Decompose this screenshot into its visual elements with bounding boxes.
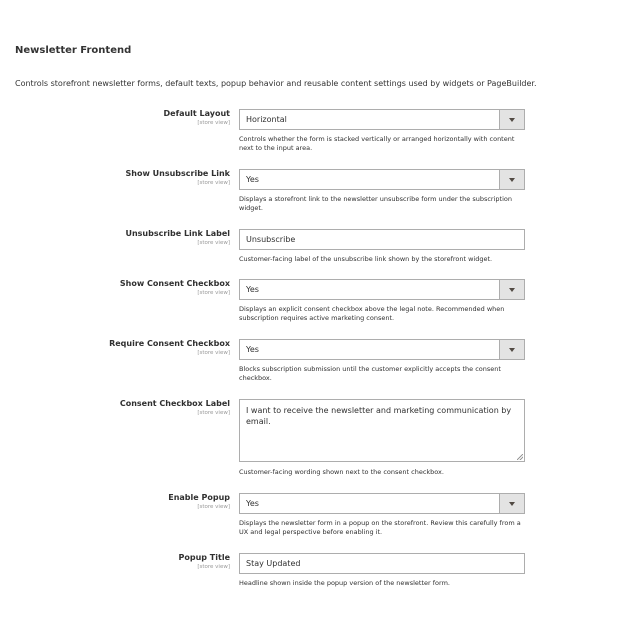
input-value: Stay Updated	[246, 559, 301, 568]
field-control	[239, 109, 525, 153]
textarea-value: I want to receive the newsletter and marketing communication by email.	[246, 406, 512, 426]
scope-label: [store view]	[197, 180, 230, 186]
field-note: Headline shown inside the popup version of the newsletter form.	[239, 579, 450, 587]
select-toggle[interactable]	[499, 170, 524, 189]
field-label-wrap	[0, 229, 230, 247]
field-label-wrap	[0, 109, 230, 127]
field-control	[239, 279, 525, 323]
section-title: Newsletter Frontend	[15, 45, 132, 56]
field-note: Customer-facing label of the unsubscribe link shown by the storefront widget.	[239, 255, 493, 263]
select-value: Yes	[246, 345, 259, 354]
scope-label: [store view]	[197, 504, 230, 510]
field-control	[239, 169, 525, 213]
show-unsubscribe-link-select[interactable]	[239, 169, 525, 190]
scope-label: [store view]	[197, 240, 230, 246]
field-label: Default Layout	[163, 109, 230, 118]
field-label: Show Unsubscribe Link	[125, 169, 230, 178]
scope-label: [store view]	[197, 290, 230, 296]
field-note: Displays the newsletter form in a popup on the storefront. Review this carefully from a UX and legal perspective before enabling it.	[239, 519, 521, 536]
field-label: Popup Title	[178, 553, 230, 562]
field-label: Require Consent Checkbox	[109, 339, 230, 348]
select-value: Yes	[246, 285, 259, 294]
field-note: Blocks subscription submission until the customer explicitly accepts the consent checkbox.	[239, 365, 501, 382]
enable-popup-select[interactable]	[239, 493, 525, 514]
field-label-wrap	[0, 493, 230, 511]
field-control	[239, 553, 525, 588]
field-label-wrap	[0, 553, 230, 571]
caret-down-icon	[509, 348, 515, 352]
default-layout-select[interactable]	[239, 109, 525, 130]
select-toggle[interactable]	[499, 494, 524, 513]
field-label: Consent Checkbox Label	[119, 399, 230, 408]
field-control	[239, 493, 525, 537]
section-description: Controls storefront newsletter forms, default texts, popup behavior and reusable content settings used by widgets or PageBuilder.	[15, 79, 537, 88]
field-note: Customer-facing wording shown next to the consent checkbox.	[239, 468, 444, 476]
consent-checkbox-label-textarea[interactable]	[239, 399, 525, 462]
field-control	[239, 399, 525, 477]
show-consent-checkbox-select[interactable]	[239, 279, 525, 300]
field-label-wrap	[0, 169, 230, 187]
caret-down-icon	[509, 288, 515, 292]
caret-down-icon	[509, 118, 515, 122]
scope-label: [store view]	[197, 120, 230, 126]
unsubscribe-link-label-input[interactable]	[239, 229, 525, 250]
field-label: Unsubscribe Link Label	[125, 229, 230, 238]
field-note: Displays a storefront link to the newsletter unsubscribe form under the subscription widget.	[239, 195, 512, 212]
select-toggle[interactable]	[499, 280, 524, 299]
field-label-wrap	[0, 339, 230, 357]
select-value: Yes	[246, 499, 259, 508]
select-toggle[interactable]	[499, 340, 524, 359]
field-label: Show Consent Checkbox	[119, 279, 230, 288]
scope-label: [store view]	[197, 350, 230, 356]
field-label-wrap	[0, 279, 230, 297]
field-label: Enable Popup	[168, 493, 230, 502]
require-consent-checkbox-select[interactable]	[239, 339, 525, 360]
select-value: Yes	[246, 175, 259, 184]
resize-handle-icon[interactable]	[517, 454, 523, 460]
select-toggle[interactable]	[499, 110, 524, 129]
caret-down-icon	[509, 502, 515, 506]
scope-label: [store view]	[197, 564, 230, 570]
select-value: Horizontal	[246, 115, 287, 124]
input-value: Unsubscribe	[246, 235, 296, 244]
field-control	[239, 339, 525, 383]
field-label-wrap	[0, 399, 230, 417]
field-note: Controls whether the form is stacked vertically or arranged horizontally with content next to the input area.	[239, 135, 515, 152]
caret-down-icon	[509, 178, 515, 182]
field-control	[239, 229, 525, 264]
scope-label: [store view]	[197, 410, 230, 416]
field-note: Displays an explicit consent checkbox above the legal note. Recommended when subscription requires active marketing consent.	[239, 305, 505, 322]
popup-title-input[interactable]	[239, 553, 525, 574]
